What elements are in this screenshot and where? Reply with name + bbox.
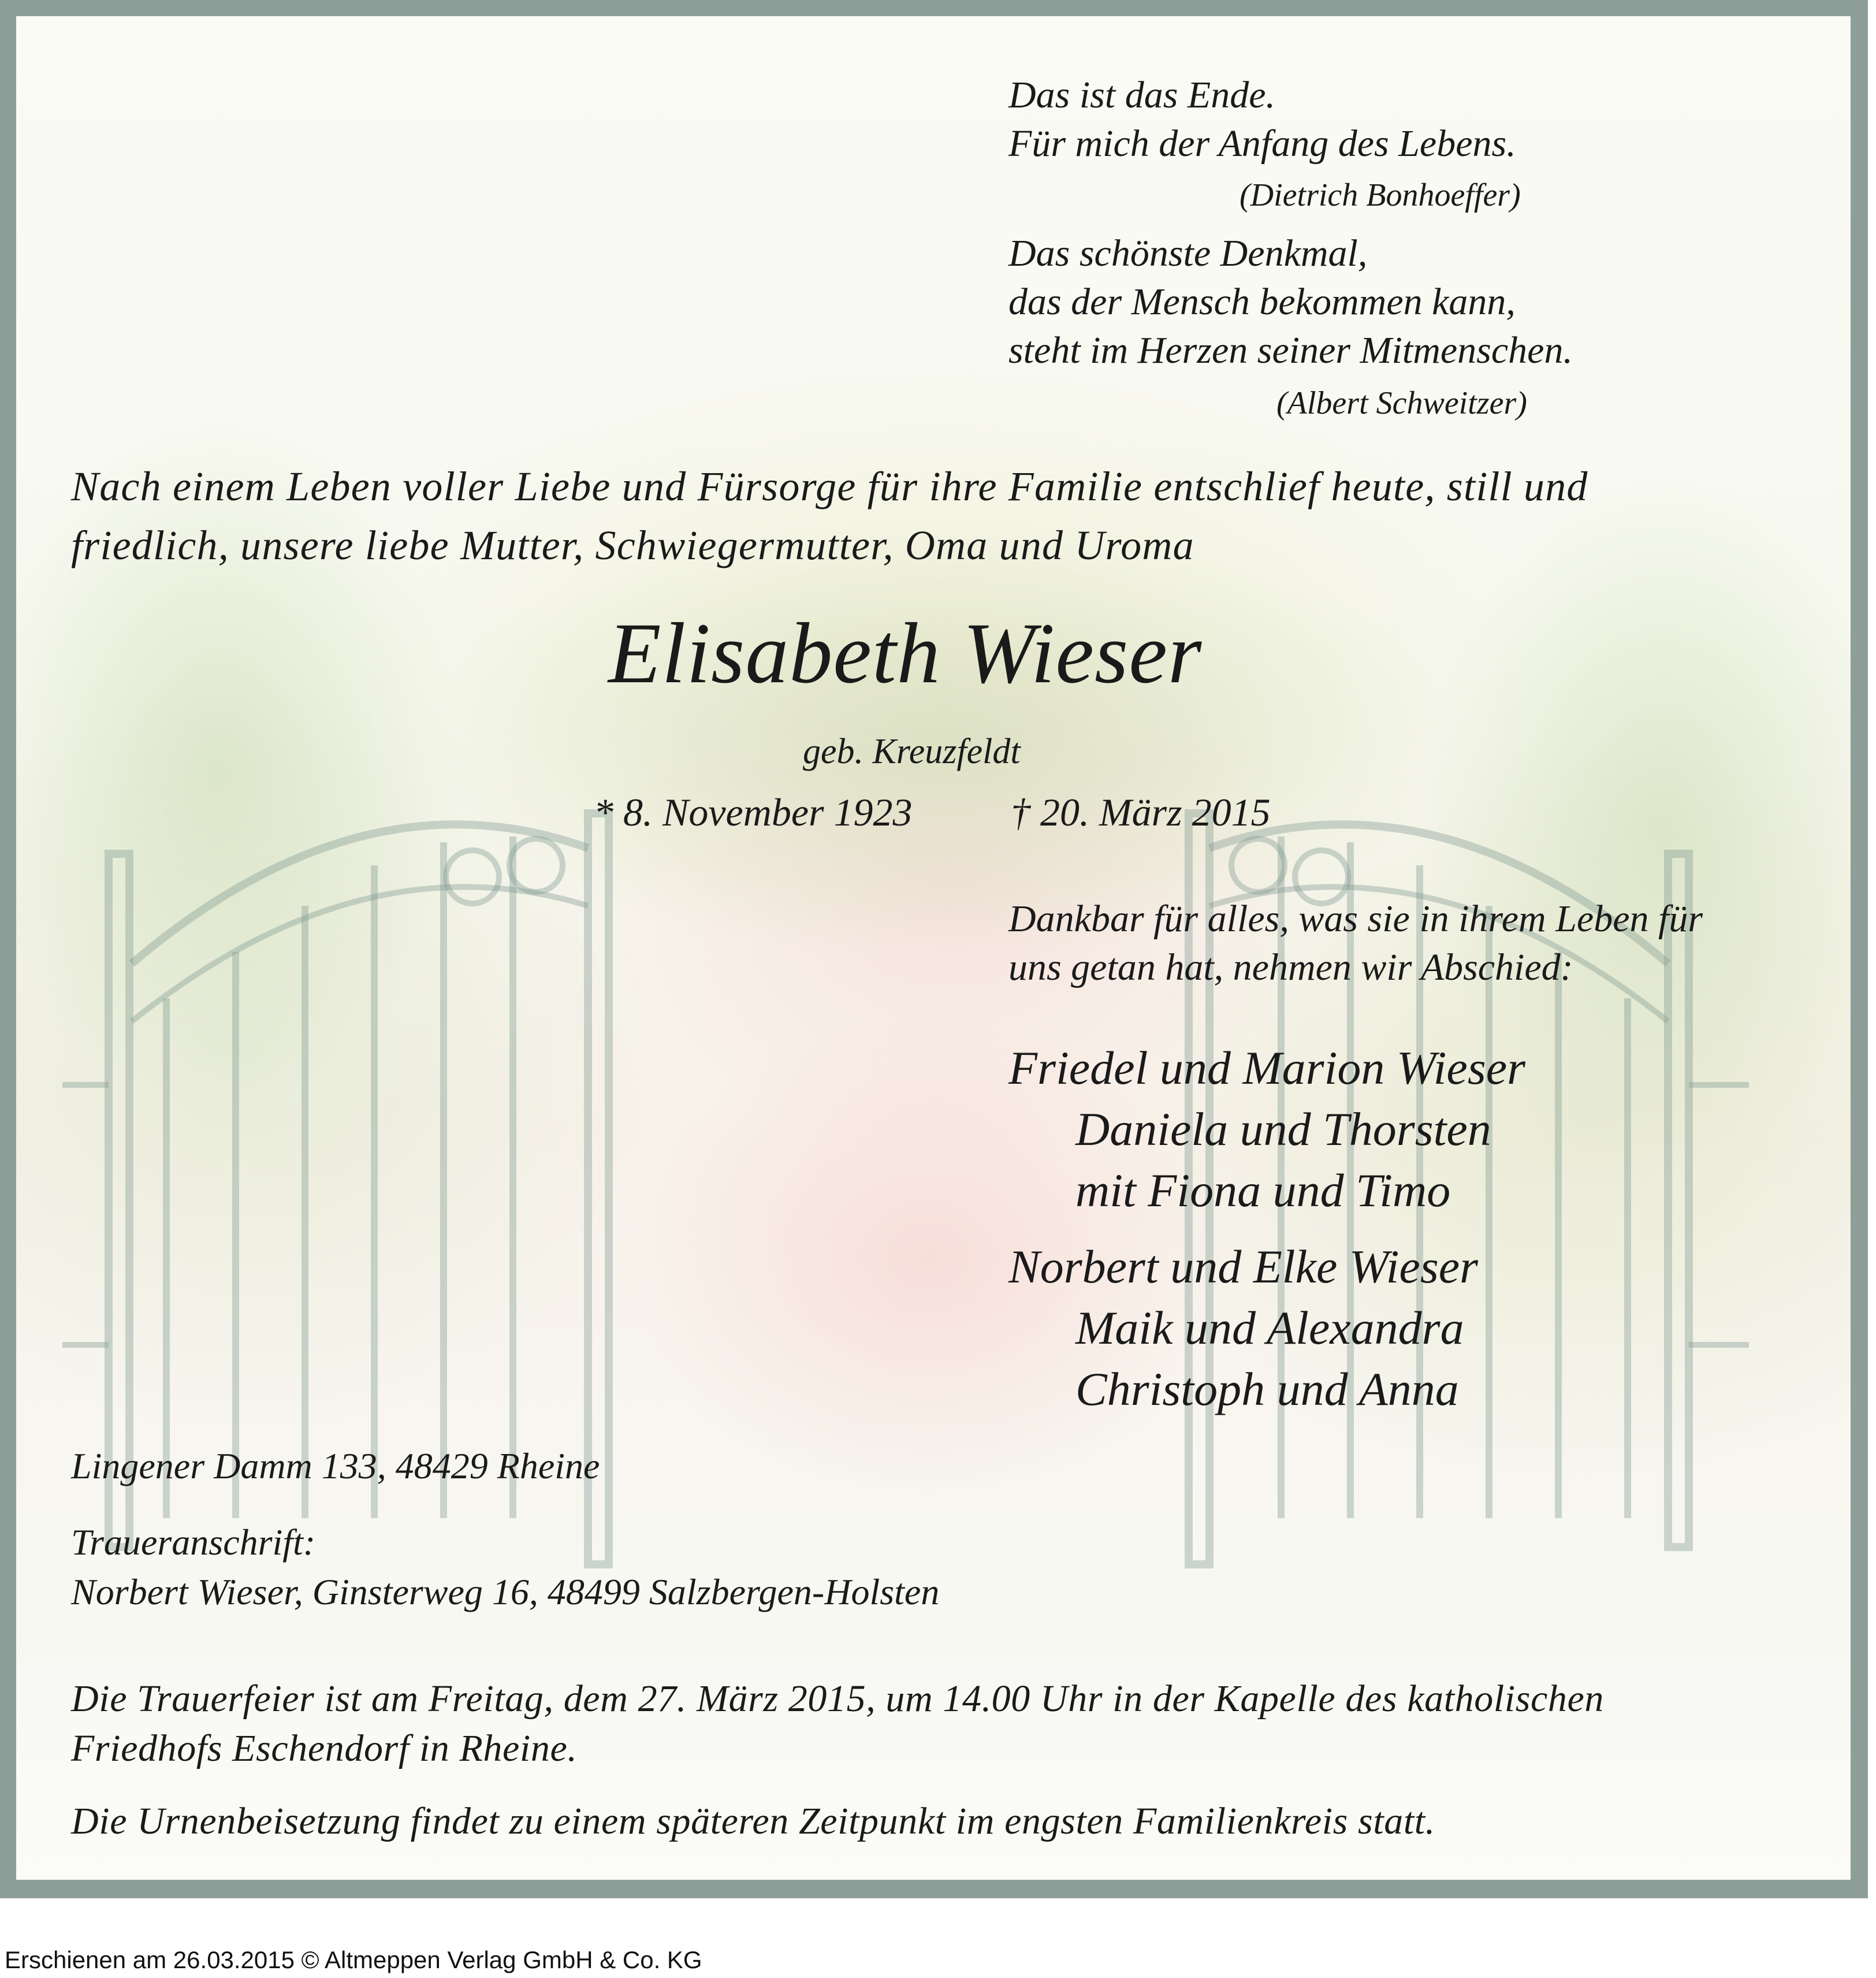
mourner-family-2: Norbert und Elke Wieser xyxy=(1008,1240,1479,1293)
quote-1-author: (Dietrich Bonhoeffer) xyxy=(1240,177,1521,213)
mourner-family-2-member-2: Christoph und Anna xyxy=(1075,1363,1459,1415)
quote-2-author: (Albert Schweitzer) xyxy=(1276,385,1527,421)
residence-address: Lingener Damm 133, 48429 Rheine xyxy=(71,1445,600,1486)
mourner-family-1: Friedel und Marion Wieser xyxy=(1008,1042,1526,1094)
mourner-family-1-member-1: Daniela und Thorsten xyxy=(1075,1103,1491,1155)
quote-1-line-2: Für mich der Anfang des Lebens. xyxy=(1008,122,1516,165)
birth-date: * 8. November 1923 xyxy=(594,790,913,834)
death-date: † 20. März 2015 xyxy=(1011,790,1271,834)
deceased-name: Elisabeth Wieser xyxy=(608,605,1203,701)
mourner-family-2-member-1: Maik und Alexandra xyxy=(1075,1302,1464,1354)
mourning-address-label: Traueranschrift: xyxy=(71,1522,316,1563)
urn-burial-notice: Die Urnenbeisetzung findet zu einem späteren Zeitpunkt im engsten Familienkreis statt. xyxy=(71,1800,1435,1842)
farewell-line-1: Dankbar für alles, was sie in ihrem Leben für xyxy=(1008,898,1703,940)
quote-1-line-1: Das ist das Ende. xyxy=(1008,74,1275,116)
quote-2-line-3: steht im Herzen seiner Mitmenschen. xyxy=(1008,329,1573,371)
publication-credit: Erschienen am 26.03.2015 © Altmeppen Verlag GmbH & Co. KG xyxy=(5,1946,702,1973)
mourner-family-1-member-2: mit Fiona und Timo xyxy=(1075,1164,1451,1217)
funeral-notice-line-2: Friedhofs Eschendorf in Rheine. xyxy=(71,1727,578,1769)
mourning-address: Norbert Wieser, Ginsterweg 16, 48499 Salzbergen-Holsten xyxy=(71,1571,940,1612)
obituary-panel xyxy=(16,16,1851,1880)
maiden-name: geb. Kreuzfeldt xyxy=(803,732,1021,771)
farewell-line-2: uns getan hat, nehmen wir Abschied: xyxy=(1008,946,1573,988)
intro-line-1: Nach einem Leben voller Liebe und Fürsorge für ihre Familie entschlief heute, still und xyxy=(71,463,1588,510)
quote-2-line-2: das der Mensch bekommen kann, xyxy=(1008,281,1516,323)
quote-2-line-1: Das schönste Denkmal, xyxy=(1008,232,1368,274)
intro-line-2: friedlich, unsere liebe Mutter, Schwiegermutter, Oma und Uroma xyxy=(71,522,1194,568)
funeral-notice-line-1: Die Trauerfeier ist am Freitag, dem 27. März 2015, um 14.00 Uhr in der Kapelle des katholischen xyxy=(71,1678,1604,1720)
